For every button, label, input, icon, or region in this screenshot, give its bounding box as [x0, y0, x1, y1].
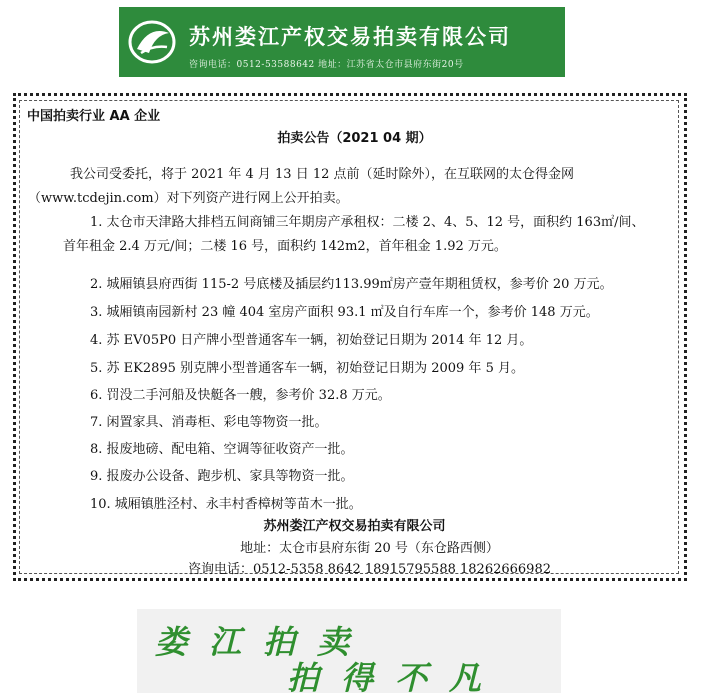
company-logo-icon	[127, 19, 177, 65]
list-item: 2. 城厢镇县府西街 115-2 号底楼及插层约113.99㎡房产壹年期租赁权，参考价 20 万元。	[90, 277, 613, 292]
intro-line-2: （www.tcdejin.com）对下列资产进行网上公开拍卖。	[28, 191, 349, 206]
list-item: 3. 城厢镇南园新村 23 幢 404 室房产面积 93.1 ㎡及自行车库一个，参考价 148 万元。	[90, 305, 599, 320]
banner-company-title: 苏州娄江产权交易拍卖有限公司	[189, 25, 511, 49]
header-banner	[119, 7, 565, 77]
intro-line-1: 我公司受委托，将于 2021 年 4 月 13 日 12 点前（延时除外），在互联网的太仓得金网	[70, 167, 574, 182]
industry-grade-label: 中国拍卖行业 AA 企业	[27, 109, 161, 124]
signature-company-name: 苏州娄江产权交易拍卖有限公司	[263, 519, 446, 534]
notice-intro	[28, 163, 682, 211]
banner-contact-line: 咨询电话：0512-53588642 地址：江苏省太仓市县府东街20号	[189, 60, 464, 70]
item-1-line-2: 首年租金 2.4 万元/间；二楼 16 号，面积约 142m2，首年租金 1.92 万元。	[63, 239, 507, 254]
slogan-banner	[137, 609, 561, 693]
list-item: 9. 报废办公设备、跑步机、家具等物资一批。	[90, 469, 354, 484]
list-item	[63, 211, 680, 259]
slogan-line-1: 娄江拍卖	[155, 623, 372, 661]
list-item: 5. 苏 EK2895 别克牌小型普通客车一辆，初始登记日期为 2009 年 5 月。	[90, 361, 524, 376]
signature-address: 地址：太仓市县府东街 20 号（东仓路西侧）	[240, 541, 499, 556]
list-item: 10. 城厢镇胜泾村、永丰村香樟树等苗木一批。	[90, 497, 362, 512]
item-1-line-1: 1. 太仓市天津路大排档五间商铺三年期房产承租权：二楼 2、4、5、12 号，面积约 163㎡/间、	[90, 215, 645, 230]
slogan-line-2: 拍得不凡	[287, 659, 504, 693]
list-item: 4. 苏 EV05P0 日产牌小型普通客车一辆，初始登记日期为 2014 年 12 月。	[90, 333, 533, 348]
list-item: 7. 闲置家具、消毒柜、彩电等物资一批。	[90, 415, 328, 430]
notice-title: 拍卖公告（2021 04 期）	[277, 131, 432, 146]
list-item: 6. 罚没二手河船及快艇各一艘，参考价 32.8 万元。	[90, 388, 391, 403]
signature-phone: 咨询电话：0512-5358 8642 18915795588 18262666982	[187, 562, 551, 577]
list-item: 8. 报废地磅、配电箱、空调等征收资产一批。	[90, 442, 354, 457]
